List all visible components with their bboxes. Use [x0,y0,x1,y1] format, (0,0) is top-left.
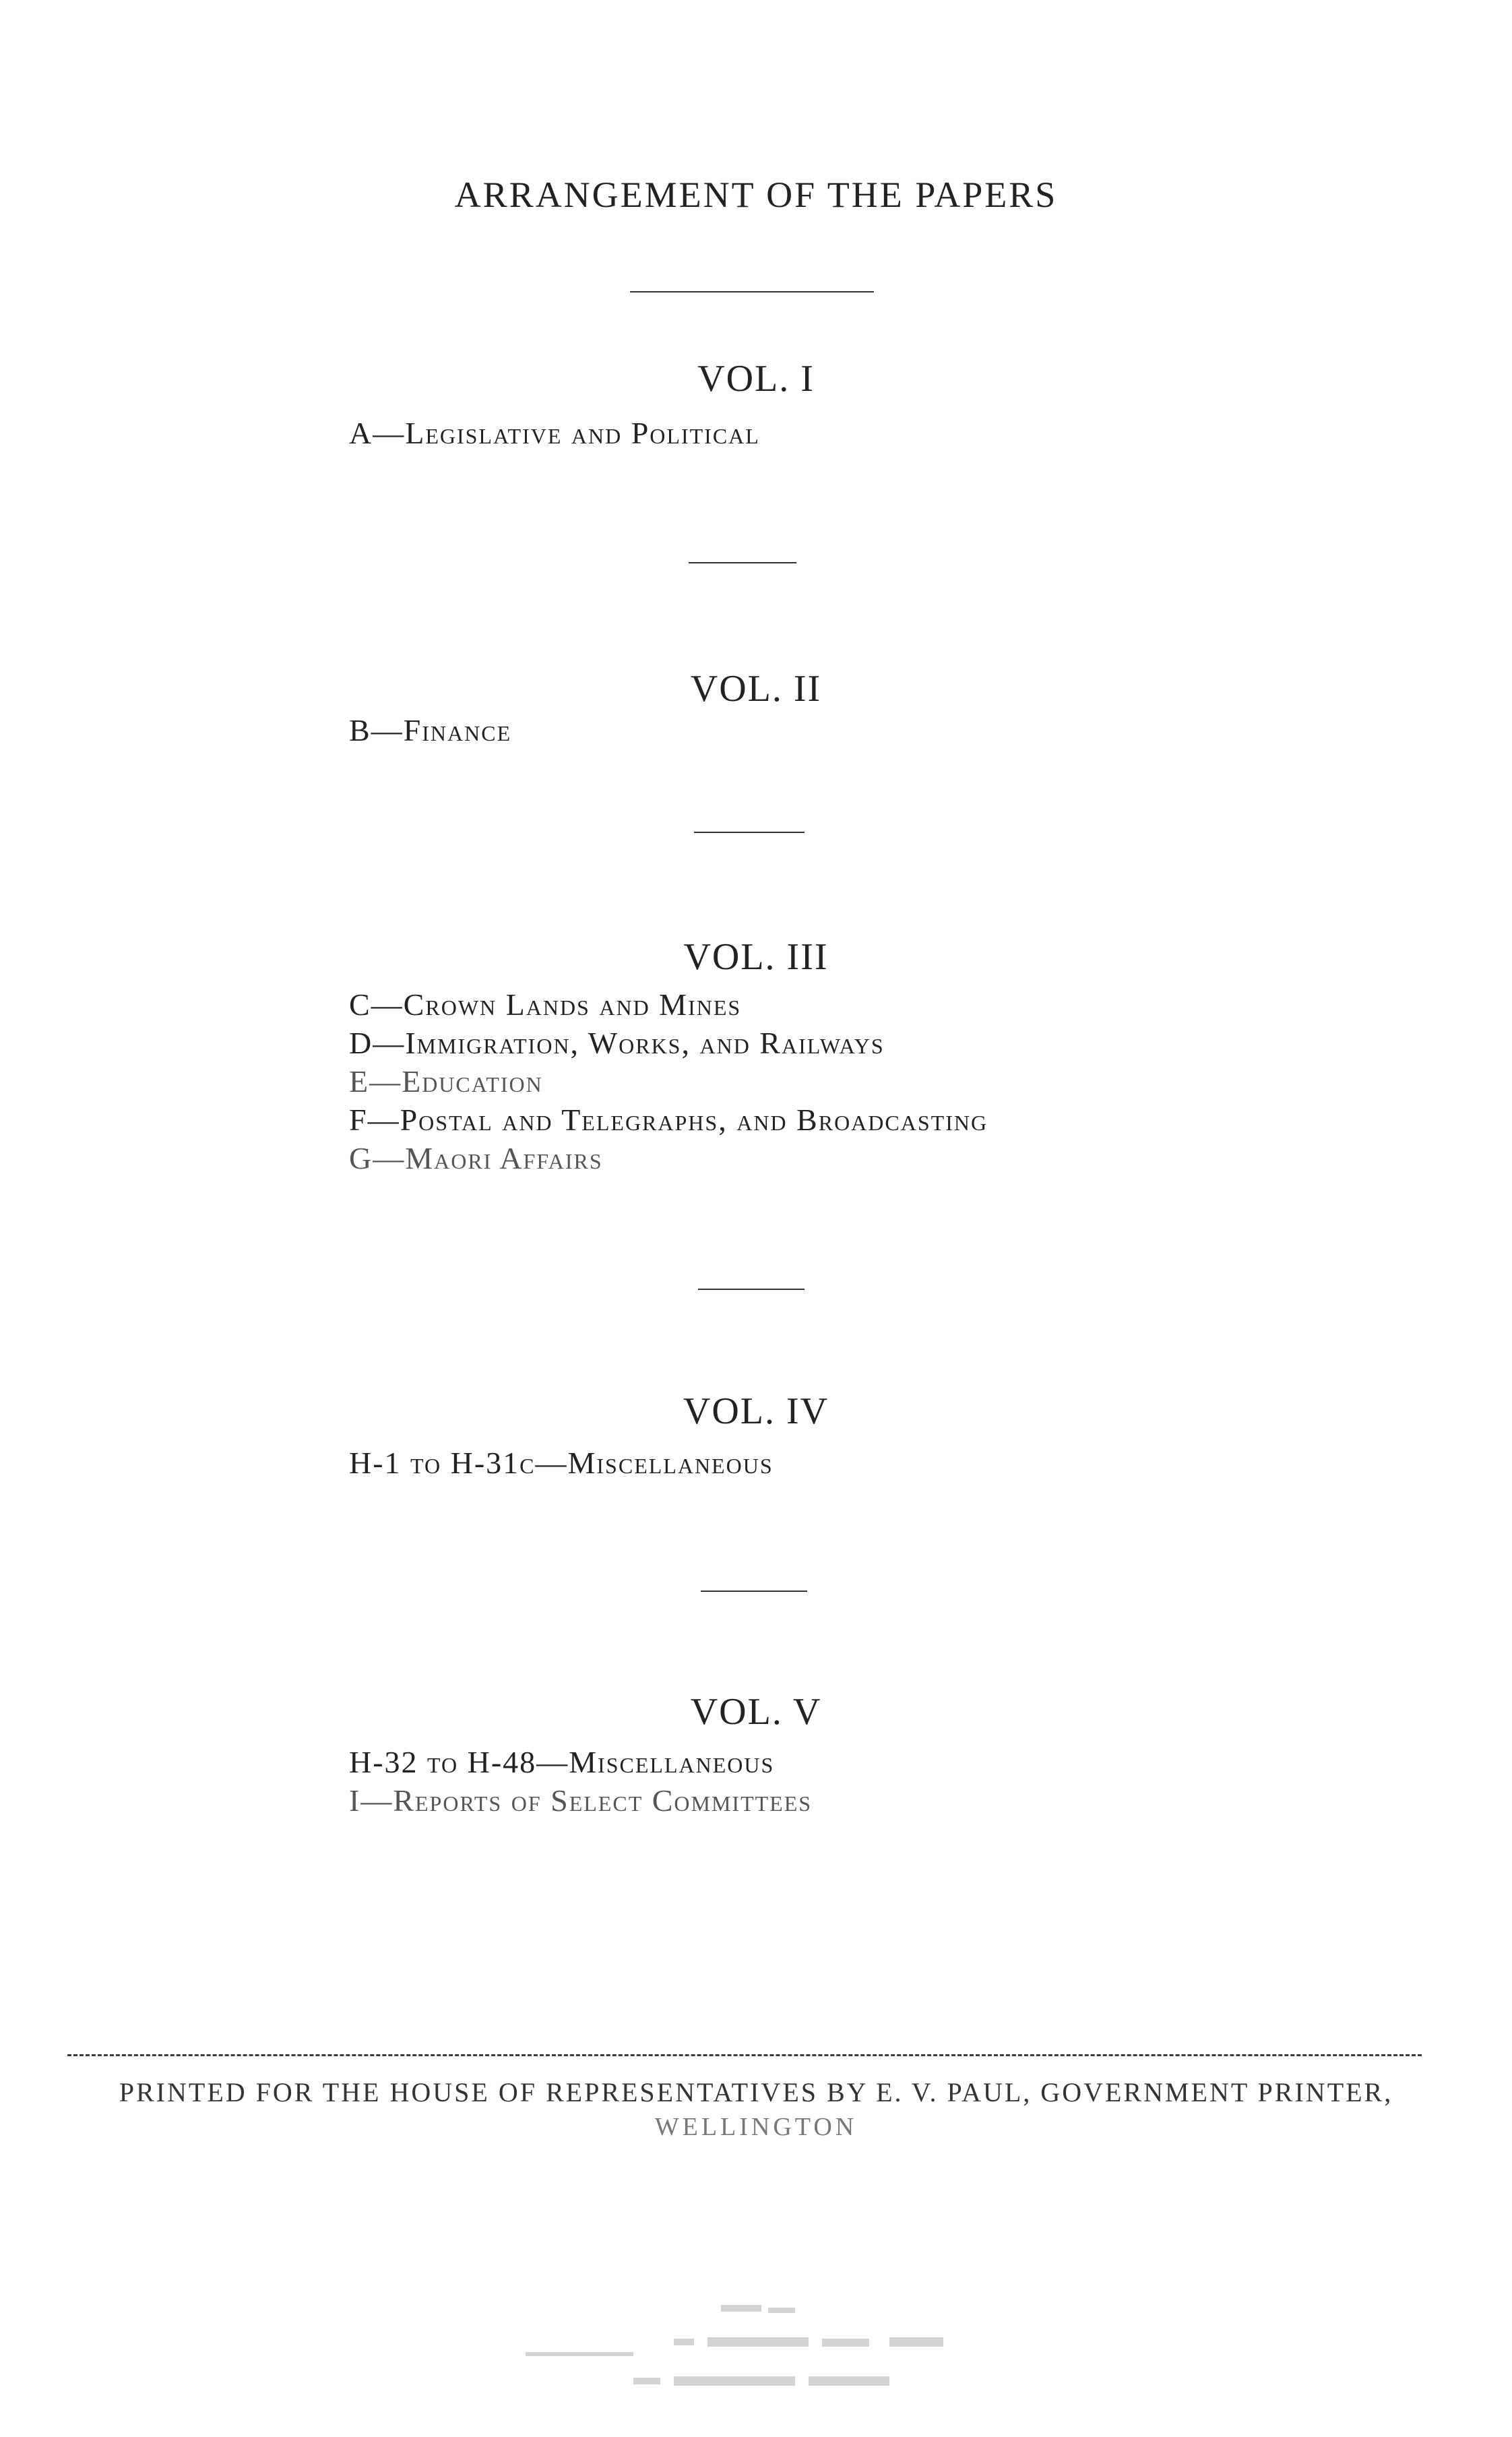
divider [630,291,874,292]
divider [701,1591,807,1592]
page-title: ARRANGEMENT OF THE PAPERS [454,175,1058,215]
contents-entry: H-1 to H-31c—Miscellaneous [349,1446,774,1480]
volume-3-contents [349,985,988,1177]
volume-heading-2: VOL. II [690,668,822,710]
contents-entry: F—Postal and Telegraphs, and Broadcasting [349,1103,988,1137]
divider [698,1289,805,1290]
contents-entry: B—Finance [349,713,512,747]
contents-entry: D—Immigration, Works, and Railways [349,1026,885,1060]
imprint-place: WELLINGTON [654,2113,858,2141]
volume-1-contents [349,414,760,452]
divider [689,562,796,563]
contents-entry: H-32 to H-48—Miscellaneous [349,1745,775,1779]
contents-entry: I—Reports of Select Committees [349,1783,813,1818]
printer-imprint: PRINTED FOR THE HOUSE OF REPRESENTATIVES BY E. V. PAUL, GOVERNMENT PRINTER, [119,2077,1393,2107]
volume-2-contents [349,711,511,749]
volume-heading-5: VOL. V [690,1691,822,1733]
volume-heading-1: VOL. I [697,358,815,400]
volume-4-contents [349,1444,774,1482]
volume-heading-3: VOL. III [683,936,829,978]
footer-divider [67,2054,1422,2056]
contents-entry: G—Maori Affairs [349,1141,603,1175]
contents-entry: C—Crown Lands and Mines [349,987,742,1022]
volume-heading-4: VOL. IV [683,1390,829,1432]
library-stamp-image [499,2298,1145,2399]
volume-5-contents [349,1743,812,1820]
contents-entry: A—Legislative and Political [349,416,760,450]
divider [694,832,805,833]
contents-entry: E—Education [349,1064,543,1099]
